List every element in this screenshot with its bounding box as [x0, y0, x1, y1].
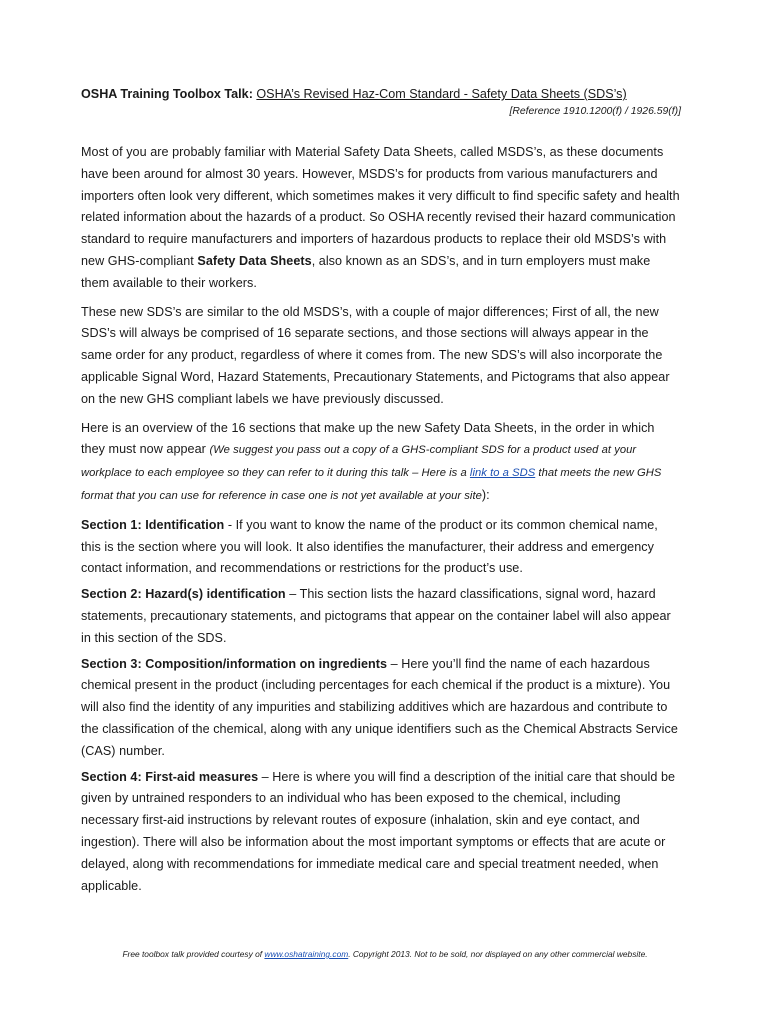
title-lead: OSHA Training Toolbox Talk:	[81, 87, 253, 101]
section-3-paragraph	[81, 654, 681, 763]
intro-bold-term: Safety Data Sheets	[197, 253, 312, 268]
section-4-heading: Section 4: First-aid measures	[81, 769, 259, 784]
page-footer	[0, 948, 770, 960]
section-2-text: – This section lists the hazard classifications, signal word, hazard statements, precautionary statements, and pictograms that appear on the container label will also appear in this section of the SDS.	[81, 587, 671, 645]
regulation-reference: [Reference 1910.1200(f) / 1926.59(f)]	[509, 106, 681, 117]
section-4-text: – Here is where you will find a description of the initial care that should be given by untrained responders to an individual who has been exposed to the chemical, including necessary first-aid instructions by relevant routes of exposure (inhalation, skin and eye contact, and ingestion). There will also be information about the most important symptoms or effects that are acute or delayed, along with recommendations for immediate medical care and special treatment needed, when applicable.	[81, 769, 676, 893]
overview-note-a: (We suggest you pass out a copy of a GHS-compliant SDS for a product used at your workplace to each employee so they can refer to it during this talk – Here is a	[81, 444, 637, 480]
section-3-text: – Here you’ll find the name of each hazardous chemical present in the product (including percentages for each chemical if the product is a mixture). You will also find the identity of any impurities and stabilizing additives which are hazardous and contribute to the classification of the chemical, along with any unique identifiers such as the Chemical Abstracts Service (CAS) number.	[81, 656, 678, 758]
section-1-text: - If you want to know the name of the product or its common chemical name, this is the section where you will look. It also identifies the manufacturer, their address and emergency contact information, and recommendations or restrictions for the product’s use.	[81, 517, 658, 576]
section-1-heading: Section 1: Identification	[81, 517, 225, 532]
footer-site-link[interactable]: www.oshatraining.com	[264, 949, 349, 959]
overview-note-b: that meets the new GHS format that you can use for reference in case one is not yet available at your site	[81, 467, 662, 502]
page-title	[81, 86, 681, 102]
section-2-heading: Section 2: Hazard(s) identification	[81, 587, 286, 602]
footer-suffix: . Copyright 2013. Not to be sold, nor displayed on any other commercial website.	[348, 949, 648, 959]
section-2-paragraph	[81, 584, 681, 649]
intro-text-a: Most of you are probably familiar with Material Safety Data Sheets, called MSDS’s, as these documents have been around for almost 30 years. However, MSDS’s for products from various manufacturers and importers often look very different, which sometimes makes it very difficult to find specific safety and health related information about the hazards of a product. So OSHA recently revised their hazard communication standard to require manufacturers and importers of hazardous products to replace their old MSDS’s with new GHS-compliant	[81, 145, 680, 268]
intro-paragraph	[81, 142, 681, 295]
intro-text-b: , also known as an SDS’s, and in turn employers must make them available to their workers.	[81, 253, 651, 290]
overview-text-a: Here is an overview of the 16 sections that make up the new Safety Data Sheets, in the order in which they must now appear	[81, 420, 655, 457]
sds-example-link[interactable]: link to a SDS	[469, 467, 536, 480]
footer-prefix: Free toolbox talk provided courtesy of	[122, 949, 265, 959]
overview-text-b: ):	[481, 487, 490, 502]
differences-paragraph: These new SDS’s are similar to the old MSDS’s, with a couple of major differences; First of all, the new SDS’s will always be comprised of 16 separate sections, and those sections will always appear in the same order for any product, regardless of where it comes from. The new SDS’s will also incorporate the applicable Signal Word, Hazard Statements, Precautionary Statements, and Pictograms that also appear on the new GHS compliant labels we have previously discussed.	[81, 304, 670, 406]
section-4-paragraph	[81, 767, 681, 898]
title-subject: OSHA’s Revised Haz-Com Standard - Safety Data Sheets (SDS’s)	[256, 87, 627, 101]
overview-paragraph	[81, 418, 681, 508]
section-1-paragraph	[81, 515, 681, 580]
section-3-heading: Section 3: Composition/information on ingredients	[81, 656, 388, 671]
document-body	[81, 86, 681, 897]
